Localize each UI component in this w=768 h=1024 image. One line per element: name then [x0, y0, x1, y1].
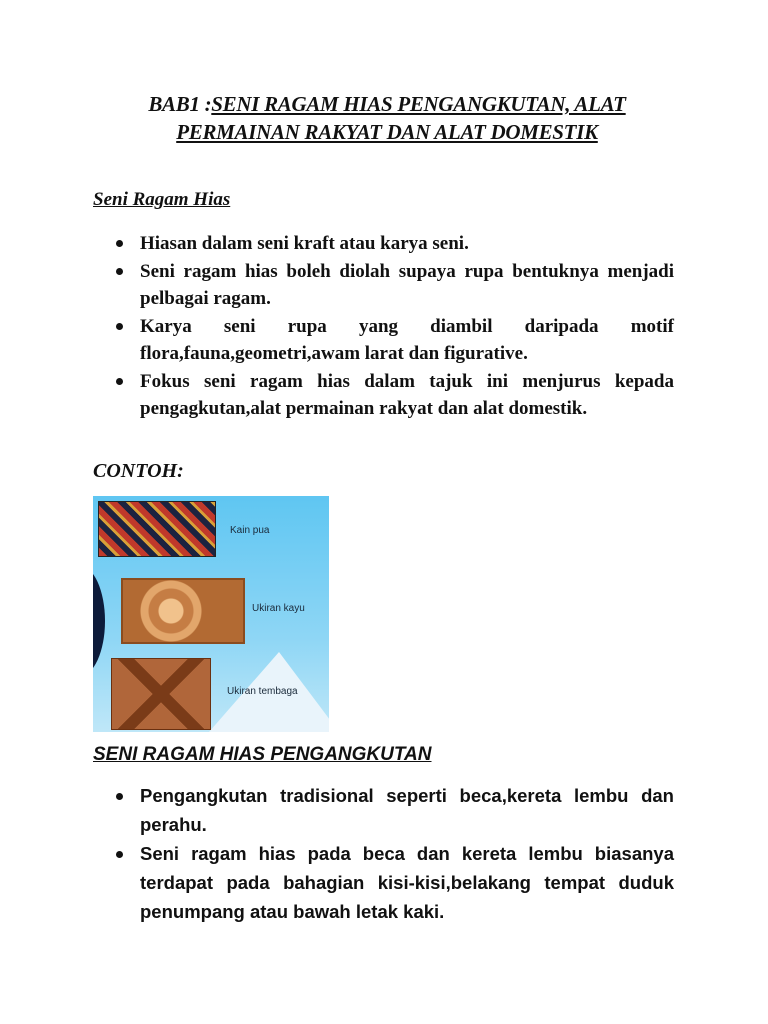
chapter-prefix: BAB1 :	[148, 92, 212, 116]
section-heading-pengangkutan: SENI RAGAM HIAS PENGANGKUTAN	[93, 744, 432, 765]
pengangkutan-list	[112, 781, 674, 926]
seni-ragam-hias-list	[112, 230, 674, 423]
ukiran-tembaga-image	[111, 658, 211, 730]
list-item: Seni ragam hias boleh diolah supaya rupa bentuknya menjadi pelbagai ragam.	[112, 258, 674, 313]
section-heading-text: Seni Ragam Hias	[93, 189, 231, 210]
contoh-heading: CONTOH:	[93, 460, 184, 482]
chapter-title-text-1: SENI RAGAM HIAS PENGANGKUTAN, ALAT	[211, 92, 626, 116]
kain-pua-image	[98, 501, 216, 557]
ukiran-kayu-label: Ukiran kayu	[252, 603, 305, 614]
chapter-title-text-2: PERMAINAN RAKYAT DAN ALAT DOMESTIK	[176, 120, 598, 144]
kain-pua-label: Kain pua	[230, 525, 270, 536]
list-item: Seni ragam hias pada beca dan kereta lembu biasanya terdapat pada bahagian kisi-kisi,belakang tempat duduk penumpang atau bawah letak kaki.	[112, 839, 674, 926]
dark-circle-decoration	[93, 566, 105, 676]
list-item: Pengangkutan tradisional seperti beca,kereta lembu dan perahu.	[112, 781, 674, 839]
chapter-title	[92, 90, 682, 146]
list-item: Karya seni rupa yang diambil daripada motif flora,fauna,geometri,awam larat dan figurative.	[112, 313, 674, 368]
list-item: Fokus seni ragam hias dalam tajuk ini menjurus kepada pengagkutan,alat permainan rakyat dan alat domestik.	[112, 368, 674, 423]
ragam-hias-examples-image	[93, 496, 329, 732]
section-heading-seni-ragam-hias	[93, 189, 230, 211]
chapter-title-line-2	[92, 118, 682, 146]
ukiran-kayu-image	[121, 578, 245, 644]
ukiran-tembaga-label: Ukiran tembaga	[227, 686, 298, 697]
list-item: Hiasan dalam seni kraft atau karya seni.	[112, 230, 674, 258]
chapter-title-line-1	[92, 90, 682, 118]
